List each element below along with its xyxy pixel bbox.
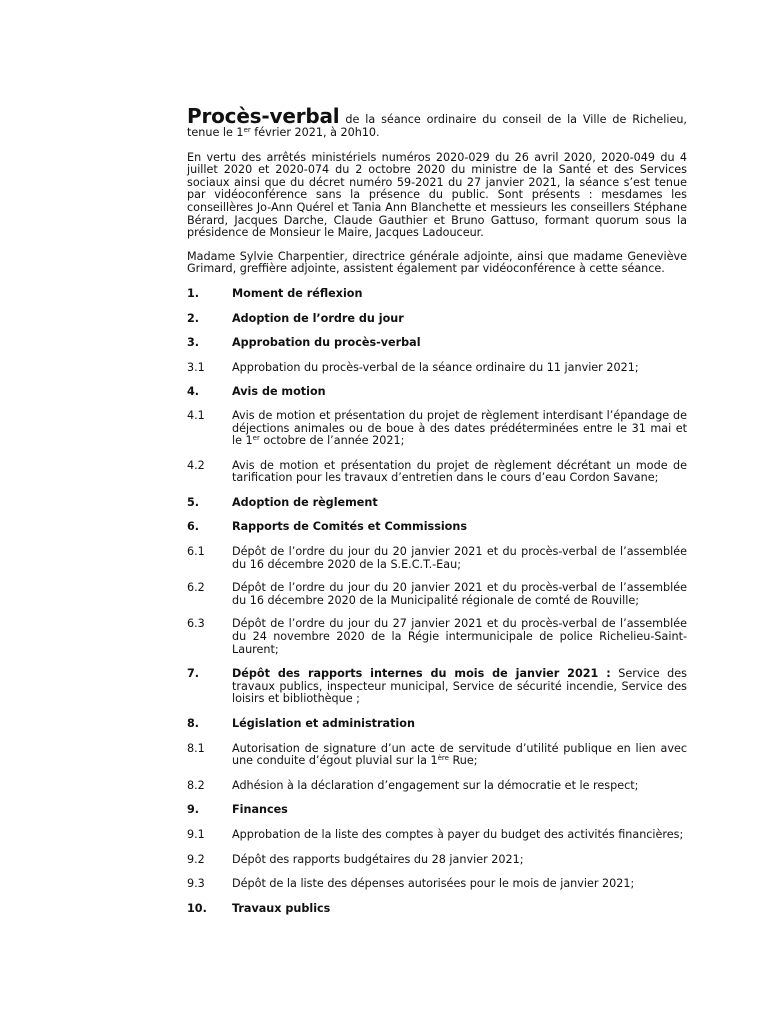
item-title: Avis de motion xyxy=(232,385,326,399)
item-number: 3. xyxy=(187,336,200,350)
item-number: 8. xyxy=(187,717,200,730)
item-number: 3.1 xyxy=(187,360,205,374)
agenda-item xyxy=(187,497,687,510)
item-number: 7. xyxy=(187,667,200,681)
agenda-subitem xyxy=(187,546,687,571)
item-text-part: Autorisation de signature d’un acte de servitude d’utilité publique en lien avec une conduite d’égout pluvial sur la 1 xyxy=(232,741,687,768)
item-text-part: Avis de motion et présentation du projet de règlement interdisant l’épandage de déjections animales ou de boue à des dates prédéterminées entre le 31 mai et le 1 xyxy=(232,408,687,448)
document-title: Procès-verbal xyxy=(187,104,340,128)
item-title: Rapports de Comités et Commissions xyxy=(232,520,467,534)
item-number: 4. xyxy=(187,385,200,399)
agenda-subitem xyxy=(187,460,687,485)
item-text-sup: ère xyxy=(437,754,449,763)
item-number: 9.2 xyxy=(187,852,205,866)
item-text xyxy=(232,743,687,768)
item-number: 9.3 xyxy=(187,877,205,891)
item-text-sup: er xyxy=(252,434,260,443)
item-number: 1. xyxy=(187,286,200,300)
agenda-item xyxy=(187,804,687,817)
item-text: Dépôt de l’ordre du jour du 27 janvier 2021 et du procès-verbal de l’assemblée du 24 novembre 2020 de la Régie intermunicipale de police Richelieu-Saint-Laurent; xyxy=(232,617,687,656)
item-title: Adoption de l’ordre du jour xyxy=(232,311,404,325)
agenda-item xyxy=(187,337,687,350)
item-text xyxy=(232,668,687,706)
item-text: Dépôt des rapports budgétaires du 28 janvier 2021; xyxy=(232,852,524,866)
agenda-item xyxy=(187,668,687,706)
agenda-subitem xyxy=(187,780,687,793)
attendance-paragraph: Madame Sylvie Charpentier, directrice générale adjointe, ainsi que madame Geneviève Grimard, greffière adjointe, assistent également par vidéoconférence à cette séance. xyxy=(187,249,687,276)
item-text: Dépôt de la liste des dépenses autorisées pour le mois de janvier 2021; xyxy=(232,877,635,891)
item-number: 5. xyxy=(187,495,200,509)
item-number: 4.2 xyxy=(187,458,205,472)
item-number: 2. xyxy=(187,311,200,325)
agenda-subitem xyxy=(187,410,687,448)
item-title: Finances xyxy=(232,803,288,817)
agenda-subitem xyxy=(187,878,687,891)
item-text: Avis de motion et présentation du projet de règlement décrétant un mode de tarification pour les travaux d’entretien dans le cours d’eau Cordon Savane; xyxy=(232,458,687,485)
item-text: Approbation de la liste des comptes à payer du budget des activités financières; xyxy=(232,827,684,841)
item-text: Adhésion à la déclaration d’engagement sur la démocratie et le respect; xyxy=(232,778,639,792)
agenda-subitem xyxy=(187,854,687,867)
agenda-subitem xyxy=(187,829,687,842)
item-number: 8.1 xyxy=(187,741,205,755)
item-text: Dépôt de l’ordre du jour du 20 janvier 2021 et du procès-verbal de l’assemblée du 16 décembre 2020 de la S.E.C.T.-Eau; xyxy=(232,545,687,571)
item-number: 10. xyxy=(187,901,207,915)
title-date-prefix: tenue le 1 xyxy=(187,126,244,139)
agenda-subitem xyxy=(187,743,687,768)
item-title: Adoption de règlement xyxy=(232,495,378,509)
title-date-sup: er xyxy=(243,126,251,134)
agenda-item xyxy=(187,288,687,301)
title-subtitle: de la séance ordinaire du conseil de la Ville de Richelieu, xyxy=(345,113,687,126)
item-title: Approbation du procès-verbal xyxy=(232,336,421,350)
item-text-part: Service des travaux publics, inspecteur municipal, Service de sécurité incendie, Service des loisirs et bibliothèque ; xyxy=(232,667,687,706)
agenda-subitem xyxy=(187,582,687,607)
title-line xyxy=(187,105,687,127)
title-date-suffix: février 2021, à 20h10. xyxy=(250,126,380,139)
agenda-item xyxy=(187,386,687,399)
intro-paragraph: En vertu des arrêtés ministériels numéros 2020-029 du 26 avril 2020, 2020-049 du 4 juillet 2020 et 2020-074 du 2 octobre 2020 du ministre de la Santé et des Services sociaux ainsi que du décret numéro 59-2021 du 27 janvier 2021, la séance s’est tenue par vidéoconférence sans la présence du public. Sont présents : mesdames les conseillères Jo-Ann Quérel et Tania Ann Blanchette et messieurs les conseillers Stéphane Bérard, Jacques Darche, Claude Gauthier et Bruno Gattuso, formant quorum sous la présidence de Monsieur le Maire, Jacques Ladouceur. xyxy=(187,150,687,240)
agenda-item xyxy=(187,313,687,326)
item-text xyxy=(232,410,687,448)
item-number: 6.1 xyxy=(187,545,205,559)
item-number: 6. xyxy=(187,520,200,534)
item-title: Travaux publics xyxy=(232,901,331,915)
agenda-item xyxy=(187,903,687,916)
item-text: Approbation du procès-verbal de la séance ordinaire du 11 janvier 2021; xyxy=(232,360,639,374)
agenda-item xyxy=(187,521,687,534)
item-number: 6.3 xyxy=(187,617,205,631)
item-title: Moment de réflexion xyxy=(232,286,363,300)
item-number: 6.2 xyxy=(187,581,205,595)
item-number: 9. xyxy=(187,803,200,817)
agenda-subitem xyxy=(187,618,687,656)
item-number: 9.1 xyxy=(187,827,205,841)
item-title: Dépôt des rapports internes du mois de janvier 2021 : xyxy=(232,667,611,681)
agenda-subitem xyxy=(187,362,687,375)
agenda-item xyxy=(187,718,687,731)
item-text: Dépôt de l’ordre du jour du 20 janvier 2021 et du procès-verbal de l’assemblée du 16 décembre 2020 de la Municipalité régionale de comté de Rouville; xyxy=(232,581,687,607)
item-number: 4.1 xyxy=(187,408,205,422)
title-date-line xyxy=(187,127,687,140)
item-text-part: Rue; xyxy=(448,754,478,768)
item-title: Législation et administration xyxy=(232,717,415,730)
document-content xyxy=(187,105,687,915)
item-text-part: octobre de l’année 2021; xyxy=(259,434,405,448)
item-number: 8.2 xyxy=(187,778,205,792)
